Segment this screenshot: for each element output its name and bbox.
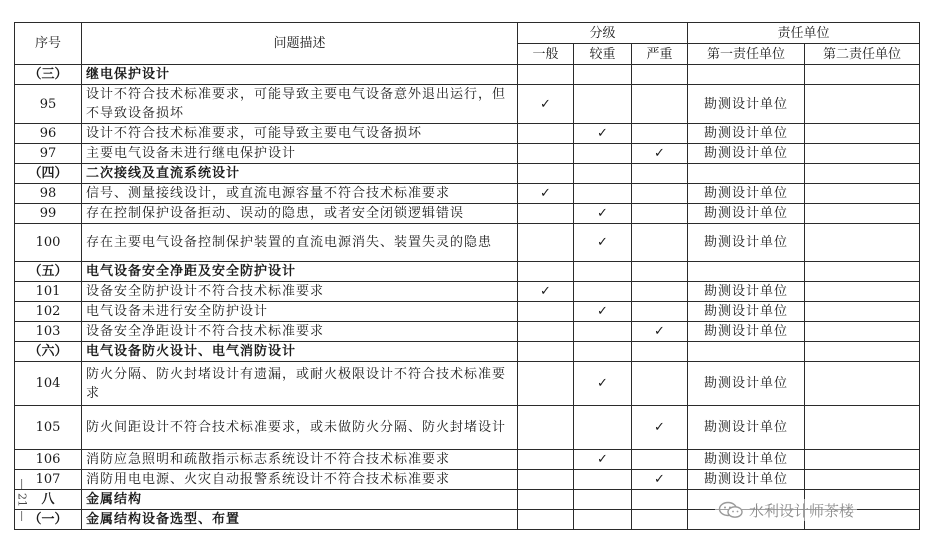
header-desc: 问题描述 bbox=[82, 23, 518, 65]
table-row bbox=[15, 282, 920, 302]
grade-severe-cell bbox=[632, 302, 688, 322]
first-responsible-unit: 勘测设计单位 bbox=[688, 362, 805, 406]
second-responsible-unit bbox=[805, 85, 920, 124]
problem-description: 消防应急照明和疏散指示标志系统设计不符合技术标准要求 bbox=[82, 450, 518, 470]
grade-severe-cell bbox=[632, 362, 688, 406]
first-responsible-unit: 勘测设计单位 bbox=[688, 406, 805, 450]
header-grade: 分级 bbox=[518, 23, 688, 44]
first-responsible-unit: 勘测设计单位 bbox=[688, 322, 805, 342]
section-number: （六） bbox=[15, 342, 82, 362]
section-number: （一） bbox=[15, 510, 82, 530]
table-row bbox=[15, 362, 920, 406]
empty-cell bbox=[574, 164, 632, 184]
grade-general-cell bbox=[518, 302, 574, 322]
table-row bbox=[15, 124, 920, 144]
section-number: （四） bbox=[15, 164, 82, 184]
header-responsibility: 责任单位 bbox=[688, 23, 920, 44]
header-grade-severe: 严重 bbox=[632, 44, 688, 65]
empty-cell bbox=[688, 65, 805, 85]
grade-general-cell bbox=[518, 184, 574, 204]
empty-cell bbox=[688, 164, 805, 184]
header-grade-general: 一般 bbox=[518, 44, 574, 65]
second-responsible-unit bbox=[805, 406, 920, 450]
section-row bbox=[15, 65, 920, 85]
grade-general-cell bbox=[518, 85, 574, 124]
grade-general-cell bbox=[518, 204, 574, 224]
second-responsible-unit bbox=[805, 470, 920, 490]
table-row bbox=[15, 470, 920, 490]
empty-cell bbox=[518, 65, 574, 85]
second-responsible-unit bbox=[805, 224, 920, 262]
row-number: 95 bbox=[15, 85, 82, 124]
table-row bbox=[15, 322, 920, 342]
problem-description: 防火分隔、防火封堵设计有遗漏，或耐火极限设计不符合技术标准要求 bbox=[82, 362, 518, 406]
row-number: 104 bbox=[15, 362, 82, 406]
table-row bbox=[15, 184, 920, 204]
second-responsible-unit bbox=[805, 362, 920, 406]
watermark-text: 水利设计师茶楼 bbox=[749, 501, 855, 520]
check-mark-icon: ✓ bbox=[540, 96, 551, 112]
first-responsible-unit: 勘测设计单位 bbox=[688, 470, 805, 490]
problem-description: 存在控制保护设备拒动、误动的隐患，或者安全闭锁逻辑错误 bbox=[82, 204, 518, 224]
grade-severe-cell bbox=[632, 450, 688, 470]
first-responsible-unit: 勘测设计单位 bbox=[688, 85, 805, 124]
first-responsible-unit: 勘测设计单位 bbox=[688, 224, 805, 262]
section-number: （三） bbox=[15, 65, 82, 85]
section-title: 电气设备防火设计、电气消防设计 bbox=[82, 342, 518, 362]
grade-severe-cell bbox=[632, 144, 688, 164]
empty-cell bbox=[574, 262, 632, 282]
row-number: 102 bbox=[15, 302, 82, 322]
table-body bbox=[15, 65, 920, 530]
problem-description: 主要电气设备未进行继电保护设计 bbox=[82, 144, 518, 164]
section-row bbox=[15, 164, 920, 184]
grade-serious-cell bbox=[574, 124, 632, 144]
second-responsible-unit bbox=[805, 124, 920, 144]
empty-cell bbox=[632, 510, 688, 530]
header-grade-serious: 较重 bbox=[574, 44, 632, 65]
grade-severe-cell bbox=[632, 184, 688, 204]
second-responsible-unit bbox=[805, 450, 920, 470]
check-mark-icon: ✓ bbox=[597, 206, 608, 221]
section-title: 二次接线及直流系统设计 bbox=[82, 164, 518, 184]
grade-serious-cell bbox=[574, 406, 632, 450]
empty-cell bbox=[805, 342, 920, 362]
check-mark-icon: ✓ bbox=[597, 235, 608, 250]
grade-serious-cell bbox=[574, 450, 632, 470]
header-first-unit: 第一责任单位 bbox=[688, 44, 805, 65]
grade-severe-cell bbox=[632, 204, 688, 224]
empty-cell bbox=[805, 262, 920, 282]
watermark bbox=[715, 499, 857, 521]
grade-serious-cell bbox=[574, 282, 632, 302]
row-number: 98 bbox=[15, 184, 82, 204]
empty-cell bbox=[574, 510, 632, 530]
grade-serious-cell bbox=[574, 85, 632, 124]
table-row bbox=[15, 224, 920, 262]
problem-description: 设计不符合技术标准要求，可能导致主要电气设备意外退出运行，但不导致设备损坏 bbox=[82, 85, 518, 124]
grade-general-cell bbox=[518, 224, 574, 262]
second-responsible-unit bbox=[805, 302, 920, 322]
grade-serious-cell bbox=[574, 224, 632, 262]
empty-cell bbox=[518, 342, 574, 362]
grade-severe-cell bbox=[632, 470, 688, 490]
check-mark-icon: ✓ bbox=[540, 186, 551, 201]
row-number: 99 bbox=[15, 204, 82, 224]
grade-general-cell bbox=[518, 470, 574, 490]
problem-description: 设备安全净距设计不符合技术标准要求 bbox=[82, 322, 518, 342]
check-mark-icon: ✓ bbox=[597, 304, 608, 319]
first-responsible-unit: 勘测设计单位 bbox=[688, 302, 805, 322]
check-mark-icon: ✓ bbox=[654, 146, 665, 161]
empty-cell bbox=[632, 65, 688, 85]
empty-cell bbox=[518, 262, 574, 282]
problem-description: 存在主要电气设备控制保护装置的直流电源消失、装置失灵的隐患 bbox=[82, 224, 518, 262]
section-row bbox=[15, 342, 920, 362]
header-no: 序号 bbox=[15, 23, 82, 65]
grade-severe-cell bbox=[632, 282, 688, 302]
second-responsible-unit bbox=[805, 282, 920, 302]
check-mark-icon: ✓ bbox=[654, 472, 665, 487]
empty-cell bbox=[632, 262, 688, 282]
table-row bbox=[15, 144, 920, 164]
first-responsible-unit: 勘测设计单位 bbox=[688, 450, 805, 470]
check-mark-icon: ✓ bbox=[597, 452, 608, 467]
section-number: 八 bbox=[15, 490, 82, 510]
table-row bbox=[15, 85, 920, 124]
second-responsible-unit bbox=[805, 184, 920, 204]
check-mark-icon: ✓ bbox=[597, 376, 608, 391]
grade-serious-cell bbox=[574, 184, 632, 204]
check-mark-icon: ✓ bbox=[540, 284, 551, 299]
table-row bbox=[15, 406, 920, 450]
row-number: 97 bbox=[15, 144, 82, 164]
check-mark-icon: ✓ bbox=[597, 126, 608, 141]
second-responsible-unit bbox=[805, 322, 920, 342]
grade-serious-cell bbox=[574, 322, 632, 342]
row-number: 100 bbox=[15, 224, 82, 262]
section-row bbox=[15, 262, 920, 282]
section-title: 金属结构 bbox=[82, 490, 518, 510]
grade-general-cell bbox=[518, 322, 574, 342]
first-responsible-unit: 勘测设计单位 bbox=[688, 144, 805, 164]
page-number: — 21 — bbox=[15, 478, 29, 522]
section-title: 金属结构设备选型、布置 bbox=[82, 510, 518, 530]
section-title: 继电保护设计 bbox=[82, 65, 518, 85]
second-responsible-unit bbox=[805, 204, 920, 224]
problem-description: 电气设备未进行安全防护设计 bbox=[82, 302, 518, 322]
first-responsible-unit: 勘测设计单位 bbox=[688, 184, 805, 204]
empty-cell bbox=[518, 490, 574, 510]
grade-severe-cell bbox=[632, 224, 688, 262]
grade-serious-cell bbox=[574, 144, 632, 164]
row-number: 106 bbox=[15, 450, 82, 470]
empty-cell bbox=[688, 262, 805, 282]
problem-description: 信号、测量接线设计，或直流电源容量不符合技术标准要求 bbox=[82, 184, 518, 204]
grade-general-cell bbox=[518, 124, 574, 144]
empty-cell bbox=[574, 490, 632, 510]
empty-cell bbox=[632, 490, 688, 510]
section-number: （五） bbox=[15, 262, 82, 282]
grade-severe-cell bbox=[632, 322, 688, 342]
row-number: 103 bbox=[15, 322, 82, 342]
first-responsible-unit: 勘测设计单位 bbox=[688, 124, 805, 144]
first-responsible-unit: 勘测设计单位 bbox=[688, 204, 805, 224]
problem-description: 消防用电电源、火灾自动报警系统设计不符合技术标准要求 bbox=[82, 470, 518, 490]
empty-cell bbox=[518, 164, 574, 184]
defect-table bbox=[14, 22, 920, 530]
grade-serious-cell bbox=[574, 362, 632, 406]
header-second-unit: 第二责任单位 bbox=[805, 44, 920, 65]
problem-description: 设备安全防护设计不符合技术标准要求 bbox=[82, 282, 518, 302]
check-mark-icon: ✓ bbox=[654, 420, 665, 435]
grade-general-cell bbox=[518, 282, 574, 302]
check-mark-icon: ✓ bbox=[654, 324, 665, 339]
grade-general-cell bbox=[518, 450, 574, 470]
second-responsible-unit bbox=[805, 144, 920, 164]
grade-serious-cell bbox=[574, 204, 632, 224]
row-number: 105 bbox=[15, 406, 82, 450]
table-row bbox=[15, 302, 920, 322]
row-number: 96 bbox=[15, 124, 82, 144]
first-responsible-unit: 勘测设计单位 bbox=[688, 282, 805, 302]
wechat-icon bbox=[718, 501, 744, 519]
grade-general-cell bbox=[518, 362, 574, 406]
grade-general-cell bbox=[518, 144, 574, 164]
grade-serious-cell bbox=[574, 302, 632, 322]
header-row-top bbox=[15, 23, 920, 44]
problem-description: 设计不符合技术标准要求，可能导致主要电气设备损坏 bbox=[82, 124, 518, 144]
empty-cell bbox=[805, 164, 920, 184]
empty-cell bbox=[518, 510, 574, 530]
empty-cell bbox=[805, 65, 920, 85]
empty-cell bbox=[632, 164, 688, 184]
problem-description: 防火间距设计不符合技术标准要求，或未做防火分隔、防火封堵设计 bbox=[82, 406, 518, 450]
grade-general-cell bbox=[518, 406, 574, 450]
empty-cell bbox=[688, 342, 805, 362]
grade-severe-cell bbox=[632, 406, 688, 450]
table-row bbox=[15, 450, 920, 470]
section-title: 电气设备安全净距及安全防护设计 bbox=[82, 262, 518, 282]
empty-cell bbox=[574, 342, 632, 362]
row-number: 107 bbox=[15, 470, 82, 490]
table-row bbox=[15, 204, 920, 224]
grade-severe-cell bbox=[632, 85, 688, 124]
grade-serious-cell bbox=[574, 470, 632, 490]
empty-cell bbox=[632, 342, 688, 362]
row-number: 101 bbox=[15, 282, 82, 302]
grade-severe-cell bbox=[632, 124, 688, 144]
empty-cell bbox=[574, 65, 632, 85]
